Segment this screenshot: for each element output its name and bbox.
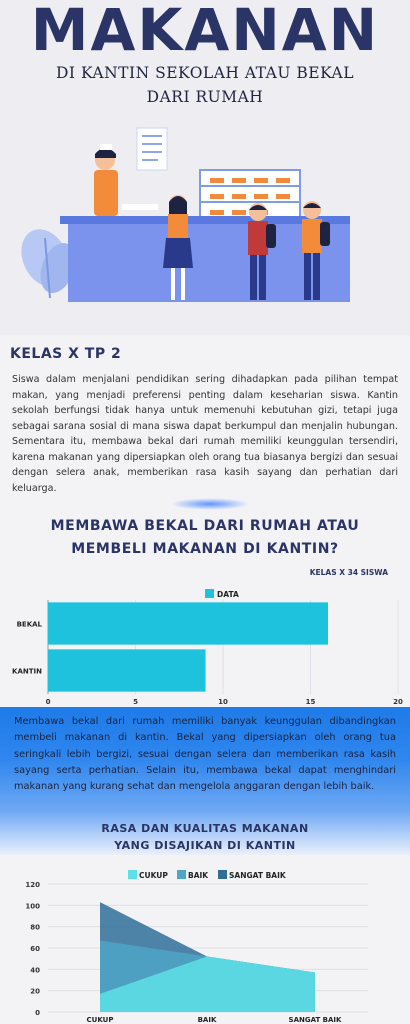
quality-chart-title-line-1: RASA DAN KUALITAS MAKANAN [101,822,309,835]
y-tick-label: 0 [35,1009,40,1017]
question-title [20,515,390,561]
page-title: MAKANAN [30,0,380,64]
legend-swatch [218,870,227,879]
quality-chart-title-line-2: YANG DISAJIKAN DI KANTIN [114,839,296,852]
y-tick-label: 60 [30,945,40,953]
legend-label: CUKUP [139,871,168,880]
y-tick-label: 20 [30,987,40,996]
quality-area-chart [0,862,410,1024]
x-tick-label: 20 [393,698,403,706]
subtitle-line-1: DI KANTIN SEKOLAH ATAU BEKAL [55,64,355,82]
category-label: BEKAL [16,620,42,629]
category-label: KANTIN [12,667,42,676]
legend-label: SANGAT BAIK [229,871,286,880]
menu-board [137,128,167,170]
x-tick-label: SANGAT BAIK [288,1016,342,1024]
y-tick-label: 40 [30,966,40,975]
intro-paragraph: Siswa dalam menjalani pendidikan sering dihadapkan pada pilihan tempat makan, yang menjadi preferensi penting dalam keseharian siswa. Kantin sekolah berfungsi tidak hanya untuk memenuhi kebutuhan gizi, tetapi juga sebagai sarana sosial di mana siswa dapat berkumpul dan menjalin hubungan. Sementara itu, membawa bekal dari rumah memiliki keunggulan tersendiri, karena makanan yang dipersiapkan oleh orang tua biasanya bergizi dan sesuai dengan selera anak, memberikan rasa kasih sayang dan perhatian dari keluarga. [12,374,398,494]
x-tick-label: 5 [133,698,138,706]
x-tick-label: 10 [218,698,228,706]
y-tick-label: 80 [30,923,40,932]
quality-chart-title [40,820,370,854]
subtitle-line-2: DARI RUMAH [146,88,264,106]
question-line-2: MEMBELI MAKANAN DI KANTIN? [71,541,339,557]
legend-label-data: DATA [217,590,239,599]
bar-kantin [48,649,206,691]
x-tick-label: BAIK [197,1016,217,1024]
bar-bekal [48,602,328,644]
legend-swatch [128,870,137,879]
legend-swatch [177,870,186,879]
x-tick-label: 15 [305,698,316,706]
legend-swatch-data [205,589,214,598]
x-tick-label: CUKUP [86,1016,114,1024]
legend-label: BAIK [188,871,209,880]
class-title: KELAS X TP 2 [10,346,122,362]
conclusion-paragraph: Membawa bekal dari rumah memiliki banyak keunggulan dibandingkan membeli makanan di kantin. Bekal yang dipersiapkan oleh orang tua seringkali lebih bergizi, sesuai dengan selera dan memberikan rasa kasih sayang serta perhatian. Selain itu, membawa bekal dapat menghindari makanan yang kurang sehat dan mengelola anggaran dengan lebih baik. [14,716,396,793]
question-line-1: MEMBAWA BEKAL DARI RUMAH ATAU [50,518,360,534]
decorative-glow [170,498,250,510]
class-size-annotation: KELAS X 34 SISWA [309,568,388,577]
y-tick-label: 120 [25,881,40,889]
hero-section [0,0,410,335]
canteen-illustration [0,118,410,318]
x-tick-label: 0 [45,698,51,706]
y-tick-label: 100 [25,902,40,911]
bekal-kantin-bar-chart [0,562,410,712]
